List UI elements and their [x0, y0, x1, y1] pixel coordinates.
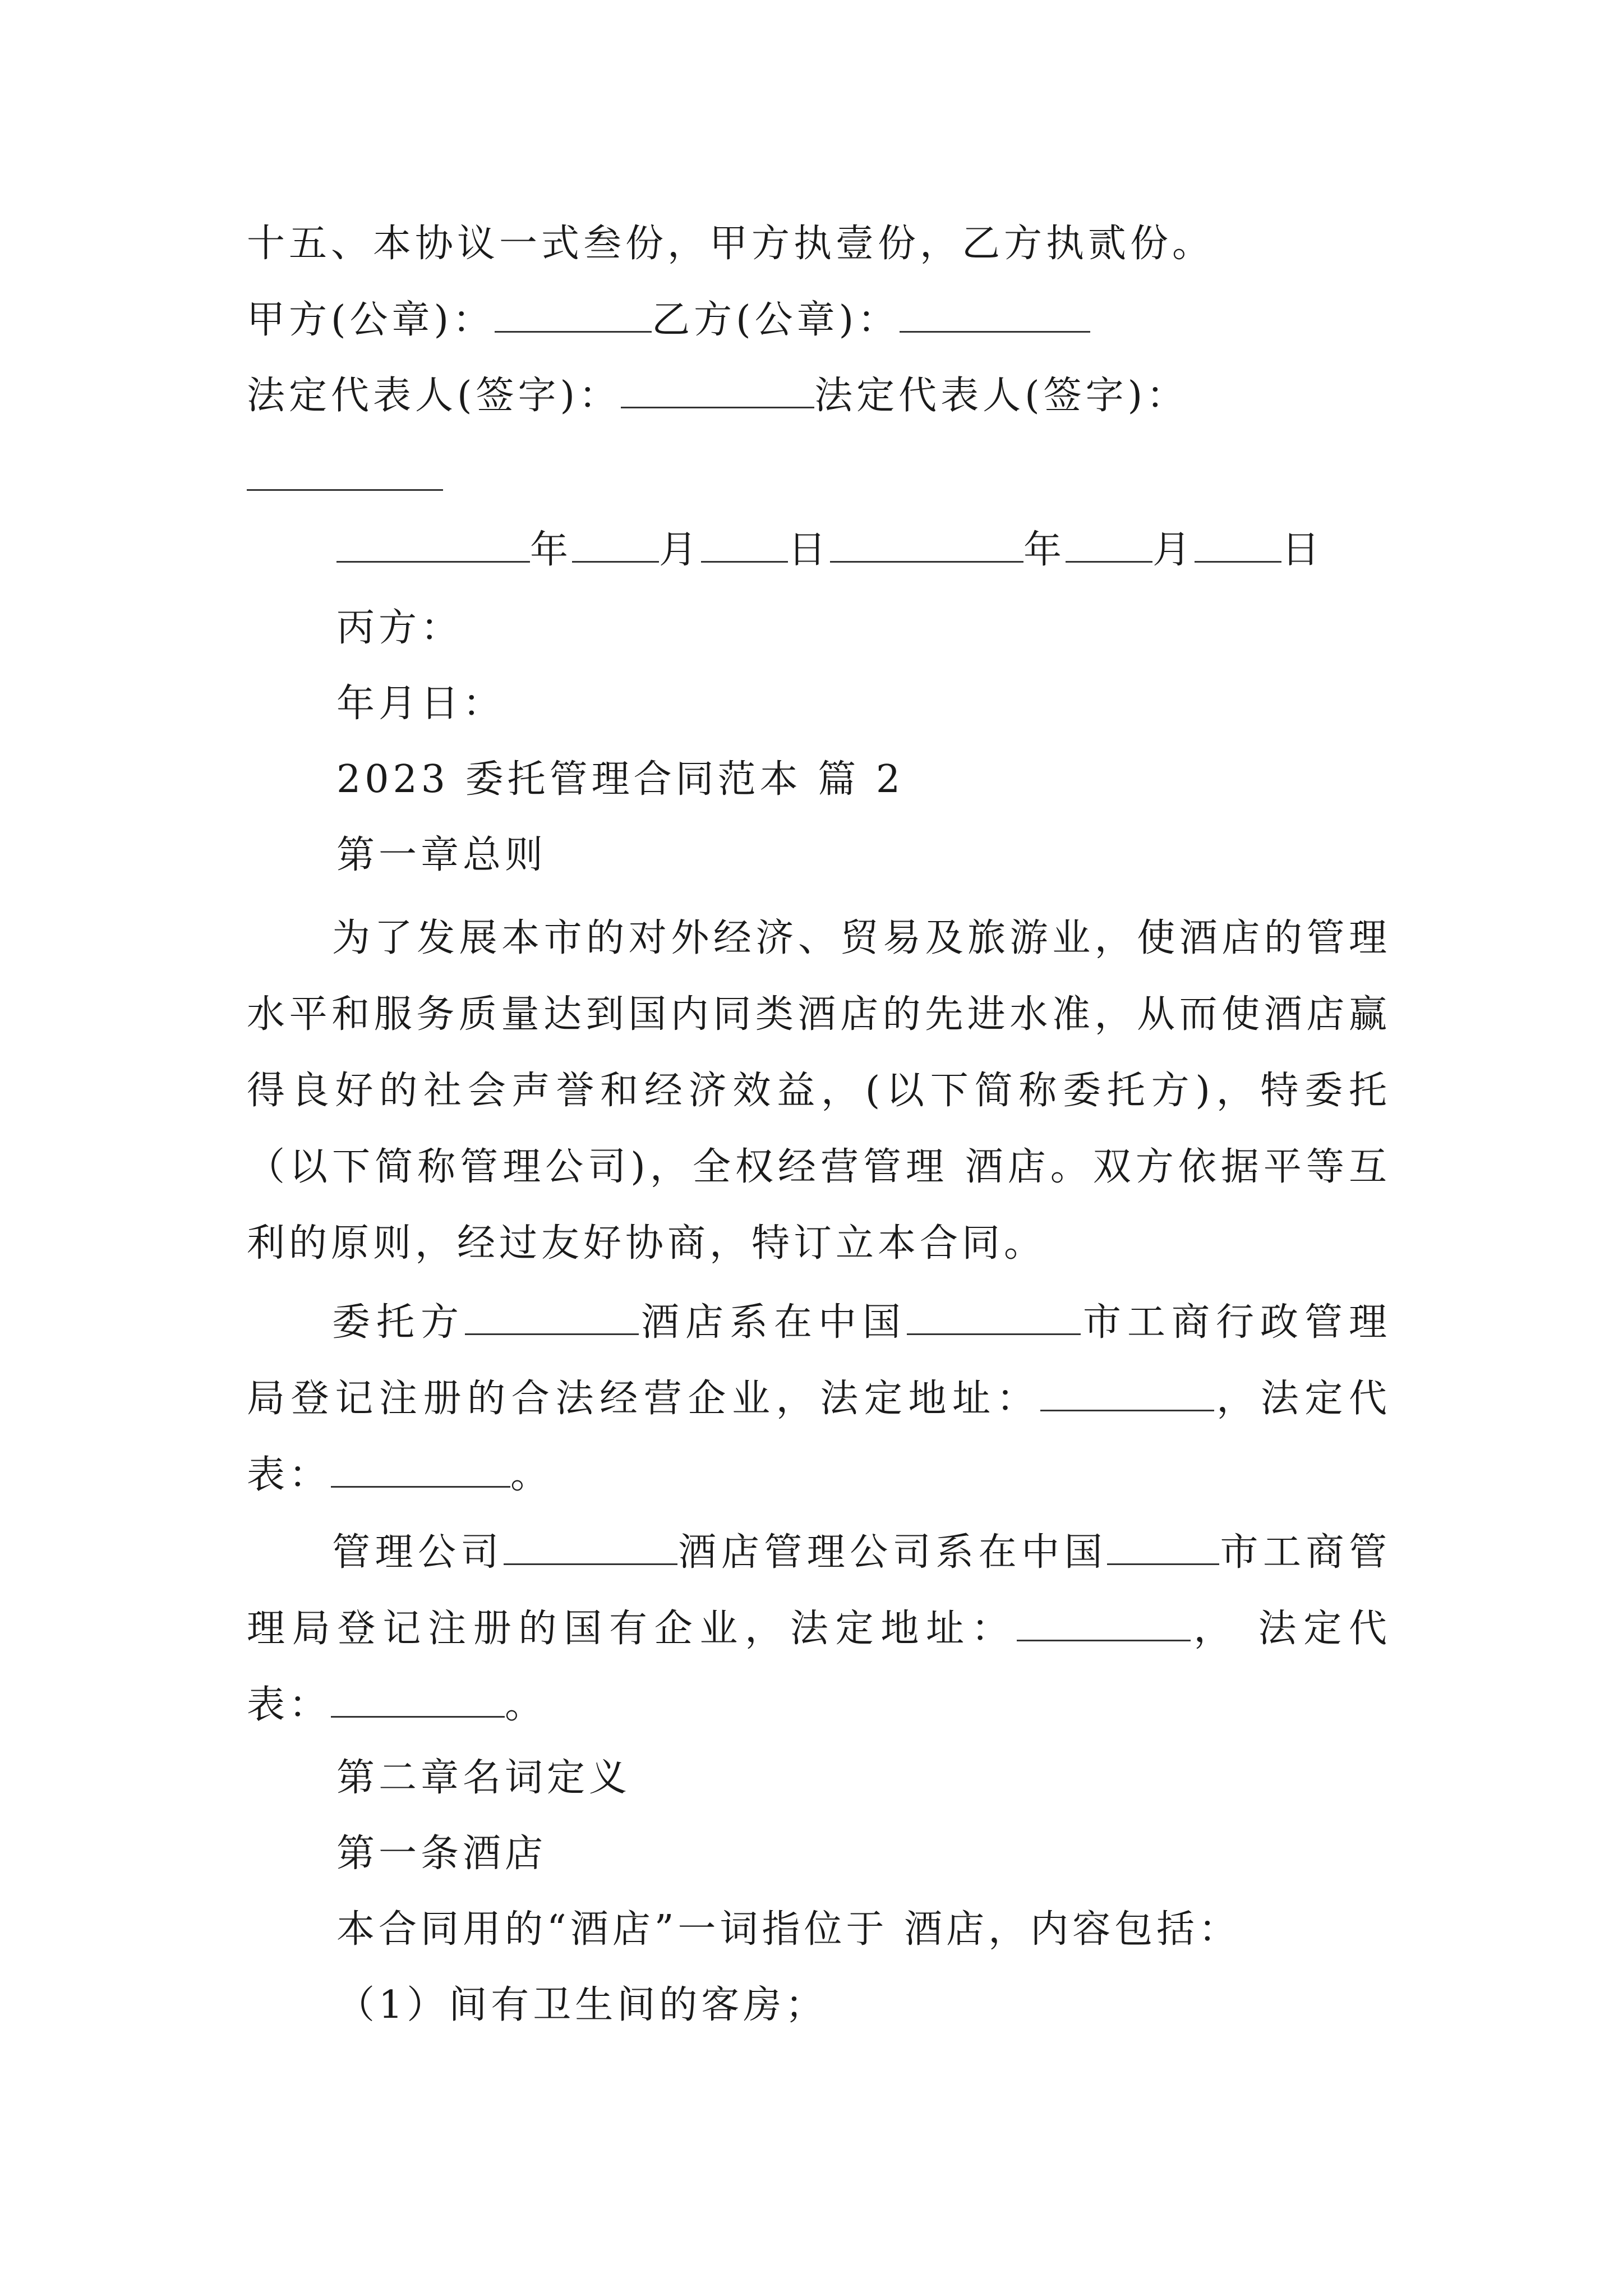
- item-one: （1）间有卫生间的客房；: [336, 1983, 828, 2027]
- section-title: 2023 委托管理合同范本 篇 2: [336, 757, 905, 802]
- date-label: 年月日：: [336, 682, 505, 726]
- day-a-blank[interactable]: [701, 522, 788, 563]
- management-company-paragraph: [247, 1515, 1391, 1743]
- day-b-label: 日: [1281, 528, 1324, 572]
- year-b-label: 年: [1023, 528, 1066, 572]
- para3-part-e: 。: [505, 1683, 547, 1727]
- hotel-definition-line: 本合同用的“酒店”一词指位于 酒店，内容包括：: [336, 1907, 1241, 1952]
- representative-blank[interactable]: [331, 1447, 510, 1488]
- chapter-two-title: 第二章名词定义: [336, 1756, 631, 1800]
- party-a-label: 甲方(公章)：: [247, 298, 495, 342]
- general-provisions-paragraph: 为了发展本市的对外经济、贸易及旅游业，使酒店的管理水平和服务质量达到国内同类酒店的先进水准，从而使酒店赢得良好的社会声誉和经济效益，(以下简称委托方)，特委托 （以下简称管理公司)，全权经营管理 酒店。双方依据平等互利的原则，经过友好协商，特订立本合同。: [247, 916, 1391, 1266]
- month-a-label: 月: [659, 528, 702, 572]
- para3-part-c: 市工商管理局登记注册的国有企业，法定地址：: [247, 1530, 1391, 1651]
- month-a-blank[interactable]: [572, 522, 659, 563]
- rep-b-label: 法定代表人(签字)：: [814, 374, 1189, 418]
- address-blank[interactable]: [1040, 1370, 1214, 1411]
- party-b-label: 乙方(公章)：: [652, 298, 900, 342]
- company-representative-blank[interactable]: [331, 1677, 505, 1718]
- entrusting-party-paragraph: [247, 1285, 1391, 1513]
- rep-a-label: 法定代表人(签字)：: [247, 374, 621, 418]
- city-blank[interactable]: [907, 1294, 1081, 1335]
- company-name-blank[interactable]: [504, 1524, 677, 1565]
- rep-b-blank[interactable]: [247, 489, 443, 491]
- para3-part-b: 酒店管理公司系在中国: [677, 1530, 1108, 1575]
- day-b-blank[interactable]: [1195, 522, 1281, 563]
- year-b-blank[interactable]: [830, 522, 1023, 563]
- para2-part-a: 委托方: [332, 1300, 465, 1345]
- para2-part-e: 。: [510, 1453, 553, 1497]
- party-c-label: 丙方：: [336, 606, 463, 650]
- article-one-title: 第一条酒店: [336, 1832, 547, 1876]
- month-b-blank[interactable]: [1066, 522, 1152, 563]
- year-a-label: 年: [530, 528, 573, 572]
- company-address-blank[interactable]: [1017, 1600, 1191, 1641]
- party-a-blank[interactable]: [495, 292, 652, 333]
- party-b-blank[interactable]: [900, 292, 1090, 333]
- para3-part-a: 管理公司: [332, 1530, 504, 1575]
- day-a-label: 日: [788, 528, 831, 572]
- para2-part-d: ，法定代表：: [247, 1377, 1391, 1497]
- para2-part-b: 酒店系在中国: [639, 1300, 907, 1345]
- signature-party-line: [247, 292, 1090, 348]
- rep-a-blank[interactable]: [621, 367, 814, 408]
- para3-part-d: ， 法定代表：: [247, 1607, 1391, 1727]
- para2-part-c: 市工商行政管理局登记注册的合法经营企业，法定地址：: [247, 1300, 1391, 1421]
- clause-fifteen: 十五、本协议一式叁份，甲方执壹份，乙方执贰份。: [247, 222, 1215, 266]
- company-city-blank[interactable]: [1107, 1524, 1219, 1565]
- month-b-label: 月: [1152, 528, 1195, 572]
- date-line: [336, 522, 1324, 578]
- chapter-one-title: 第一章总则: [336, 833, 547, 877]
- legal-rep-line: [247, 367, 1188, 424]
- year-a-blank[interactable]: [336, 522, 530, 563]
- hotel-name-blank[interactable]: [465, 1294, 639, 1335]
